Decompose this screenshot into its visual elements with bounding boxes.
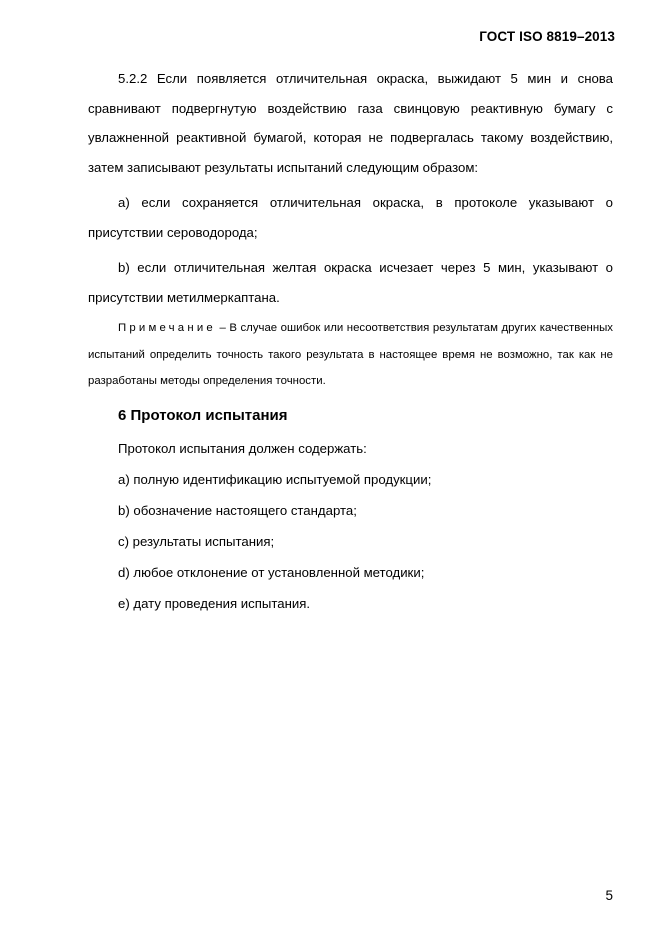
section-6-intro: Протокол испытания должен содержать:	[118, 440, 367, 456]
list-item: d) любое отклонение от установленной методики;	[118, 564, 425, 580]
document-code: ГОСТ ISO 8819–2013	[479, 29, 615, 44]
section-6-title: 6 Протокол испытания	[118, 406, 288, 424]
list-item: b) обозначение настоящего стандарта;	[118, 502, 357, 518]
list-item: a) полную идентификацию испытуемой продукции;	[118, 471, 432, 487]
page-content	[88, 64, 613, 614]
list-item: c) результаты испытания;	[118, 533, 275, 549]
note	[88, 315, 613, 395]
list-item-a: a) если сохраняется отличительная окраска, в протоколе указывают о присутствии сероводорода;	[88, 195, 613, 240]
list-item: e) дату проведения испытания.	[118, 595, 311, 611]
paragraph-5-2-2: 5.2.2 Если появляется отличительная окраска, выжидают 5 мин и снова сравнивают подвергнутую воздействию газа свинцовую реактивную бумагу с увлажненной реактивной бумагой, которая не подвергалась такому воздействию, затем записывают результаты испытаний следующим образом:	[88, 71, 613, 175]
list-item-b: b) если отличительная желтая окраска исчезает через 5 мин, указывают о присутствии метилмеркаптана.	[88, 260, 613, 305]
note-text: – В случае ошибок или несоответствия результатам других качественных испытаний определить точность такого результата в настоящее время не возможно, так как не разработаны методы определения точности.	[88, 322, 613, 387]
page-number: 5	[605, 888, 613, 903]
note-label: Примечание	[118, 322, 216, 334]
